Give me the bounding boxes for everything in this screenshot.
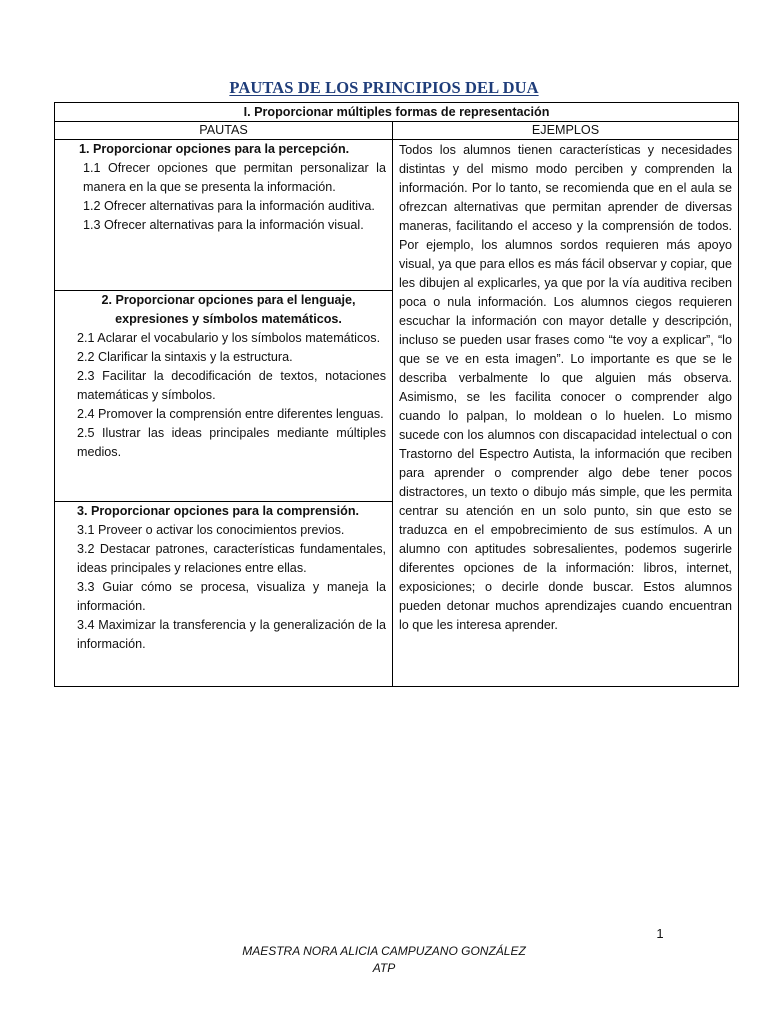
dua-table	[54, 102, 739, 687]
pauta-1-title: 1. Proporcionar opciones para la percepción.	[79, 142, 350, 156]
section-header: I. Proporcionar múltiples formas de representación	[55, 103, 739, 122]
pauta-cell-1	[55, 140, 393, 291]
page-number: 1	[656, 926, 664, 941]
ejemplos-text: Todos los alumnos tienen características y necesidades distintas y del mismo modo perciben y comprenden la información. Por lo tanto, se recomienda que en el aula se ofrezcan alternativas que permitan aprender de diversas maneras, facilitando el acceso y la comprensión de todos. Por ejemplo, los alumnos sordos requieren más apoyo visual, ya que para ellos es más fácil observar y copiar, que les dibujen al explicarles, ya que por la vía auditiva reciben poca o nula información. Los alumnos ciegos requieren escuchar la información con mayor detalle y descripción, incluso se pueden usar frases como “te voy a explicar”, “lo que se ve en esta imagen”. Lo importante es que se le describa verbalmente lo que alguien más observa. Asimismo, se les facilita conocer o comprender algo cuando lo palpan, lo moldean o lo huelen. Lo mismo sucede con los alumnos con discapacidad intelectual o con Trastorno del Espectro Autista, la información que reciben para aprender o comprender algo debe tener pocos distractores, un texto o dibujo más simple, que les permita centrar su atención en un solo punto, sin que esto se traduzca en el empobrecimiento de sus estímulos. A un alumno con aptitudes sobresalientes, podemos sugerirle diferentes opciones de la información: libros, internet, exposiciones; o decirle donde buscar. Estos alumnos pueden detonar muchos aprendizajes cuando encuentran lo que les interesa aprender.	[399, 143, 732, 632]
pauta-3-title: 3. Proporcionar opciones para la comprensión.	[77, 504, 360, 518]
pauta-1-item-3: 1.3 Ofrecer alternativas para la información visual.	[83, 218, 364, 232]
pauta-2-item-3: 2.3 Facilitar la decodificación de textos, notaciones matemáticas y símbolos.	[77, 369, 386, 402]
footer-role: ATP	[372, 961, 396, 975]
column-header-pautas: PAUTAS	[55, 122, 393, 140]
footer-author: MAESTRA NORA ALICIA CAMPUZANO GONZÁLEZ	[242, 944, 526, 958]
document-title: PAUTAS DE LOS PRINCIPIOS DEL DUA	[229, 78, 539, 97]
pauta-2-item-2: 2.2 Clarificar la sintaxis y la estructura.	[77, 350, 293, 364]
pauta-2-item-1: 2.1 Aclarar el vocabulario y los símbolos matemáticos.	[77, 331, 381, 345]
pauta-1-item-2: 1.2 Ofrecer alternativas para la información auditiva.	[83, 199, 375, 213]
pauta-3-item-3: 3.3 Guiar cómo se procesa, visualiza y maneja la información.	[77, 580, 386, 613]
pauta-3-item-1: 3.1 Proveer o activar los conocimientos previos.	[77, 523, 345, 537]
ejemplos-cell	[393, 140, 739, 687]
pauta-cell-3	[55, 502, 393, 687]
pauta-1-item-1: 1.1 Ofrecer opciones que permitan personalizar la manera en la que se presenta la información.	[83, 161, 386, 194]
pauta-cell-2	[55, 291, 393, 502]
pauta-3-item-2: 3.2 Destacar patrones, características fundamentales, ideas principales y relaciones entre ellas.	[77, 542, 386, 575]
pauta-2-item-4: 2.4 Promover la comprensión entre diferentes lenguas.	[77, 407, 384, 421]
pauta-2-title: 2. Proporcionar opciones para el lenguaje, expresiones y símbolos matemáticos.	[101, 293, 356, 326]
pauta-2-item-5: 2.5 Ilustrar las ideas principales mediante múltiples medios.	[77, 426, 386, 459]
pauta-3-item-4: 3.4 Maximizar la transferencia y la generalización de la información.	[77, 618, 386, 651]
column-header-ejemplos: EJEMPLOS	[393, 122, 739, 140]
